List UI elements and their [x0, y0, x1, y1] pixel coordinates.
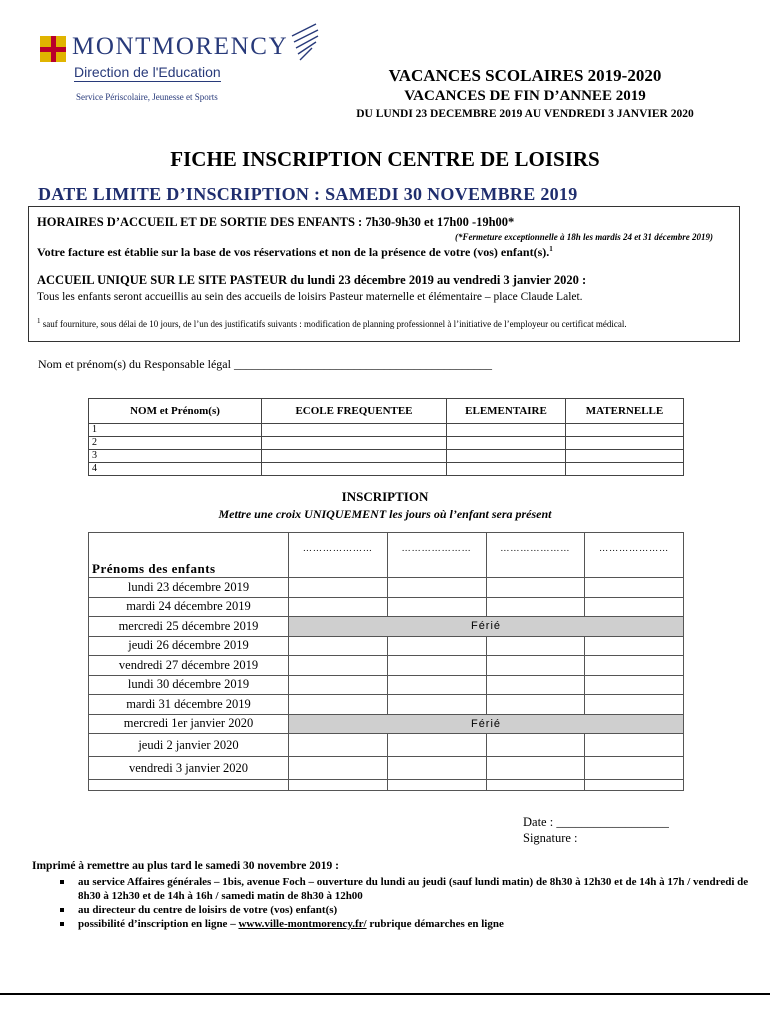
- accueil-detail: Tous les enfants seront accueillis au sein des accueils de loisirs Pasteur maternelle et élémentaire – place Claude Lalet.: [37, 291, 583, 303]
- presence-checkbox-cell[interactable]: [387, 578, 486, 598]
- presence-checkbox-cell[interactable]: [486, 656, 585, 676]
- child-name-slot[interactable]: …………………: [387, 533, 486, 578]
- day-label: lundi 23 décembre 2019: [89, 578, 289, 598]
- presence-checkbox-cell[interactable]: [486, 636, 585, 656]
- presence-checkbox-cell[interactable]: [486, 734, 585, 757]
- prenoms-label: Prénoms des enfants: [89, 533, 289, 578]
- table-row: [89, 734, 684, 757]
- presence-checkbox-cell[interactable]: [387, 675, 486, 695]
- ferie-cell: Férié: [289, 714, 684, 734]
- signature-field[interactable]: Signature :: [523, 831, 578, 845]
- table-row: [89, 617, 684, 637]
- remise-item-3-post: rubrique démarches en ligne: [366, 918, 504, 930]
- logo-name: MONTMORENCY: [72, 33, 289, 60]
- remise-list: [60, 875, 750, 931]
- logo-service: Service Périscolaire, Jeunesse et Sports: [76, 92, 218, 102]
- inscription-title: INSCRIPTION: [341, 489, 429, 504]
- cell-ecole[interactable]: [262, 450, 447, 463]
- inscription-subtitle: Mettre une croix UNIQUEMENT les jours où l’enfant sera présent: [218, 507, 552, 521]
- day-label: jeudi 2 janvier 2020: [89, 734, 289, 757]
- col-elementaire: ELEMENTAIRE: [447, 399, 566, 424]
- empty-cell: [585, 780, 684, 791]
- remise-item-3-pre: possibilité d’inscription en ligne –: [78, 918, 239, 930]
- ferie-cell: Férié: [289, 617, 684, 637]
- header-title-1: VACANCES SCOLAIRES 2019-2020: [388, 66, 662, 85]
- cell-elementaire[interactable]: [447, 463, 566, 476]
- col-ecole: ECOLE FREQUENTEE: [262, 399, 447, 424]
- table-row: [89, 636, 684, 656]
- list-item: [60, 875, 750, 903]
- child-name-slot[interactable]: …………………: [486, 533, 585, 578]
- remise-item-2: au directeur du centre de loisirs de votre (vos) enfant(s): [78, 904, 338, 916]
- presence-checkbox-cell[interactable]: [387, 734, 486, 757]
- table-row: [89, 675, 684, 695]
- col-maternelle: MATERNELLE: [566, 399, 684, 424]
- presence-checkbox-cell[interactable]: [486, 578, 585, 598]
- presence-checkbox-cell[interactable]: [486, 695, 585, 715]
- table-row: [89, 656, 684, 676]
- table-row: [89, 463, 684, 476]
- day-label: vendredi 27 décembre 2019: [89, 656, 289, 676]
- presence-checkbox-cell[interactable]: [289, 695, 388, 715]
- presence-checkbox-cell[interactable]: [486, 675, 585, 695]
- table-row: [89, 578, 684, 598]
- list-item: [60, 917, 750, 931]
- presence-checkbox-cell[interactable]: [387, 597, 486, 617]
- bullet-icon: [60, 908, 64, 912]
- bullet-icon: [60, 922, 64, 926]
- presence-checkbox-cell[interactable]: [289, 578, 388, 598]
- logo-direction: Direction de l'Education: [74, 64, 221, 80]
- presence-checkbox-cell[interactable]: [289, 757, 388, 780]
- cell-ecole[interactable]: [262, 463, 447, 476]
- cell-maternelle[interactable]: [566, 437, 684, 450]
- day-label: mardi 24 décembre 2019: [89, 597, 289, 617]
- table-row: [89, 597, 684, 617]
- cell-elementaire[interactable]: [447, 437, 566, 450]
- presence-checkbox-cell[interactable]: [585, 578, 684, 598]
- presence-checkbox-cell[interactable]: [585, 675, 684, 695]
- presence-checkbox-cell[interactable]: [585, 757, 684, 780]
- presence-checkbox-cell[interactable]: [289, 675, 388, 695]
- row-number: 1: [89, 424, 262, 437]
- days-table: [88, 532, 684, 791]
- presence-checkbox-cell[interactable]: [289, 656, 388, 676]
- date-field[interactable]: Date : __________________: [523, 815, 669, 829]
- presence-checkbox-cell[interactable]: [585, 597, 684, 617]
- horaires-text: HORAIRES D’ACCUEIL ET DE SORTIE DES ENFANTS : 7h30-9h30 et 17h00 -19h00*: [37, 215, 515, 229]
- accueil-heading: ACCUEIL UNIQUE SUR LE SITE PASTEUR du lundi 23 décembre 2019 au vendredi 3 janvier 2020 :: [37, 273, 587, 287]
- row-number: 4: [89, 463, 262, 476]
- logo-shield-icon: [40, 36, 66, 62]
- website-link[interactable]: www.ville-montmorency.fr/: [238, 918, 367, 930]
- presence-checkbox-cell[interactable]: [387, 636, 486, 656]
- child-name-slot[interactable]: …………………: [289, 533, 388, 578]
- presence-checkbox-cell[interactable]: [289, 597, 388, 617]
- footnote-text: sauf fourniture, sous délai de 10 jours, de l’un des justificatifs suivants : modification de planning professionnel à l’initiative de l’employeur ou certificat médical.: [40, 319, 627, 329]
- header-title-2: VACANCES DE FIN D’ANNEE 2019: [404, 88, 646, 104]
- day-label: mercredi 25 décembre 2019: [89, 617, 289, 637]
- table-row: [89, 437, 684, 450]
- table-row: [89, 695, 684, 715]
- responsable-field[interactable]: Nom et prénom(s) du Responsable légal ___________________________________________: [38, 357, 492, 371]
- facture-label: Votre facture est établie sur la base de vos réservations et non de la présence de votre (vos) enfant(s).: [37, 245, 550, 259]
- page-title: FICHE INSCRIPTION CENTRE DE LOISIRS: [170, 147, 600, 171]
- bullet-icon: [60, 880, 64, 884]
- empty-cell: [387, 780, 486, 791]
- presence-checkbox-cell[interactable]: [289, 636, 388, 656]
- presence-checkbox-cell[interactable]: [387, 656, 486, 676]
- table-row: [89, 714, 684, 734]
- presence-checkbox-cell[interactable]: [585, 734, 684, 757]
- cell-maternelle[interactable]: [566, 463, 684, 476]
- header-title-3: DU LUNDI 23 DECEMBRE 2019 AU VENDREDI 3 JANVIER 2020: [356, 108, 694, 120]
- cell-maternelle[interactable]: [566, 424, 684, 437]
- presence-checkbox-cell[interactable]: [585, 656, 684, 676]
- table-row: [89, 780, 684, 791]
- day-label: vendredi 3 janvier 2020: [89, 757, 289, 780]
- facture-sup: 1: [549, 245, 553, 253]
- info-box: [28, 206, 740, 342]
- remise-item-1: au service Affaires générales – 1bis, avenue Foch – ouverture du lundi au jeudi (sauf lundi matin) de 8h30 à 12h30 et de 14h à 17h / vendredi de 8h30 à 12h30 et de 14h à 16h / samedi matin de 8h30 à 12h00: [78, 876, 749, 902]
- table-row: [89, 450, 684, 463]
- footer-divider: [0, 993, 770, 995]
- col-nom: NOM et Prénom(s): [89, 399, 262, 424]
- presence-checkbox-cell[interactable]: [387, 695, 486, 715]
- footnote-num: 1: [37, 317, 41, 325]
- presence-checkbox-cell[interactable]: [486, 757, 585, 780]
- row-number: 3: [89, 450, 262, 463]
- table-row: [89, 757, 684, 780]
- row-number: 2: [89, 437, 262, 450]
- presence-checkbox-cell[interactable]: [289, 734, 388, 757]
- day-label: mercredi 1er janvier 2020: [89, 714, 289, 734]
- deadline-heading: DATE LIMITE D’INSCRIPTION : SAMEDI 30 NOVEMBRE 2019: [38, 184, 578, 204]
- cell-maternelle[interactable]: [566, 450, 684, 463]
- remise-title: Imprimé à remettre au plus tard le samedi 30 novembre 2019 :: [32, 860, 339, 872]
- cell-elementaire[interactable]: [447, 424, 566, 437]
- facture-text: [37, 245, 553, 260]
- cell-ecole[interactable]: [262, 437, 447, 450]
- child-name-slot[interactable]: …………………: [585, 533, 684, 578]
- logo-feather-icon: [286, 22, 322, 66]
- empty-cell: [289, 780, 388, 791]
- cell-elementaire[interactable]: [447, 450, 566, 463]
- list-item: [60, 903, 750, 917]
- empty-cell: [486, 780, 585, 791]
- day-label: lundi 30 décembre 2019: [89, 675, 289, 695]
- presence-checkbox-cell[interactable]: [486, 597, 585, 617]
- children-table: [88, 398, 684, 476]
- fermeture-note: (*Fermeture exceptionnelle à 18h les mardis 24 et 31 décembre 2019): [455, 232, 713, 242]
- table-row: [89, 424, 684, 437]
- day-label: mardi 31 décembre 2019: [89, 695, 289, 715]
- empty-cell: [89, 780, 289, 791]
- cell-ecole[interactable]: [262, 424, 447, 437]
- presence-checkbox-cell[interactable]: [585, 695, 684, 715]
- day-label: jeudi 26 décembre 2019: [89, 636, 289, 656]
- presence-checkbox-cell[interactable]: [585, 636, 684, 656]
- presence-checkbox-cell[interactable]: [387, 757, 486, 780]
- footnote: [37, 317, 627, 329]
